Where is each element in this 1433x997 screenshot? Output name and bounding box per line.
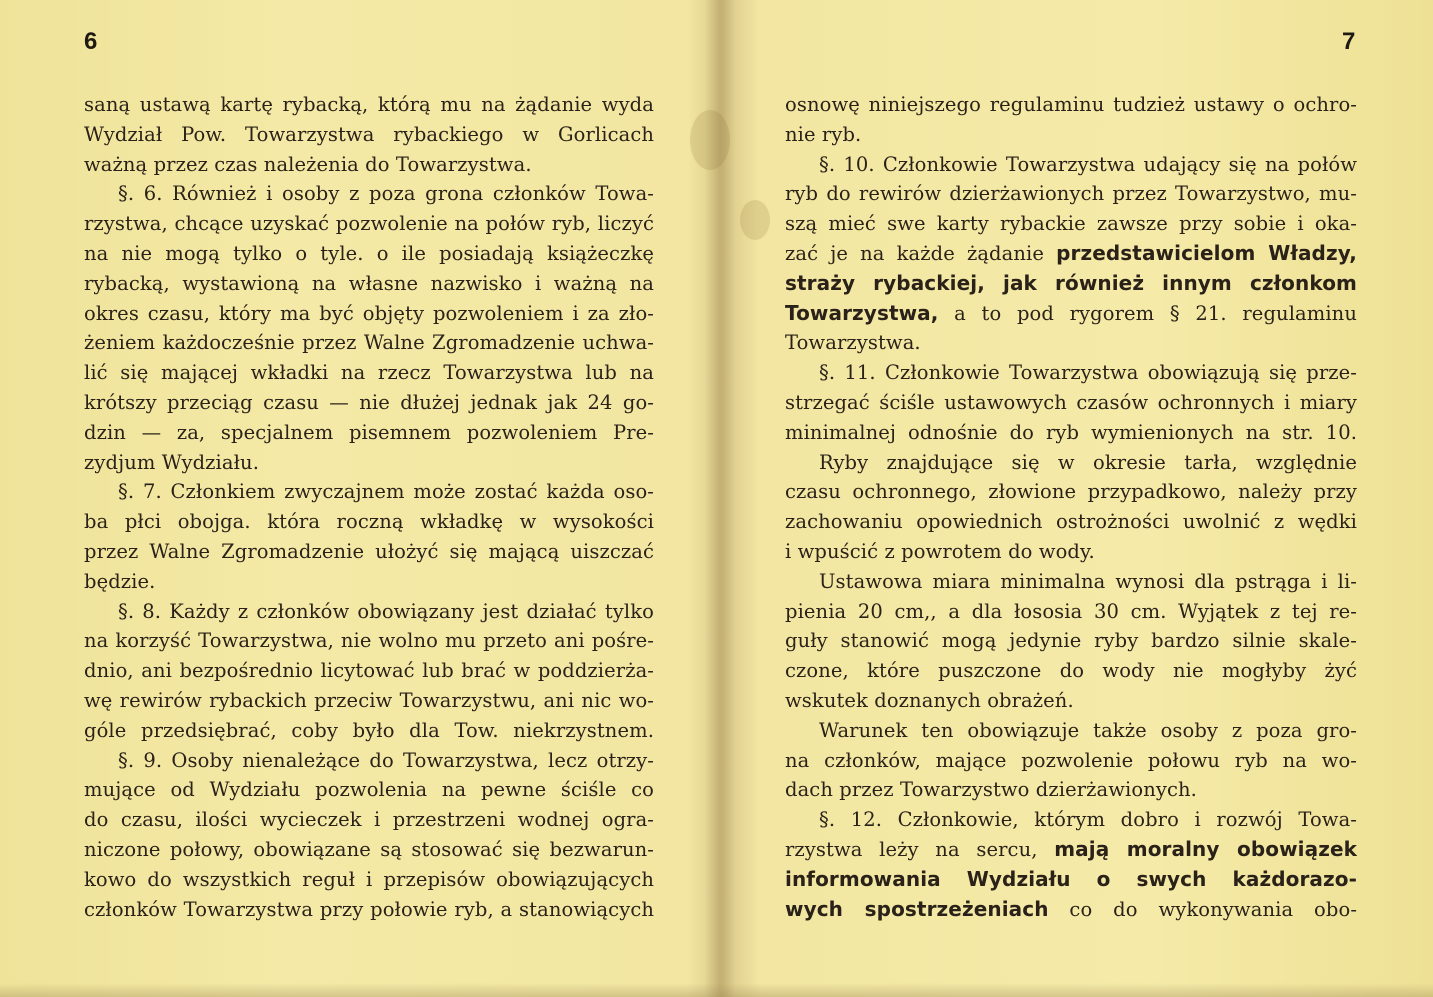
bold-text-segment: Towarzystwa, <box>785 300 939 325</box>
text-line: guły stanowić mogą jedynie ryby bardzo silnie skale- <box>785 629 1357 653</box>
bold-text-segment: straży rybackiej, jak również innym członkom <box>785 270 1357 295</box>
text-line: zachowaniu opowiednich ostrożności uwolnić z wędki <box>785 510 1357 534</box>
text-line: szą mieć swe karty rybackie zawsze przy sobie i oka- <box>785 212 1357 236</box>
text-line: ważną przez czas należenia do Towarzystwa. <box>84 152 532 176</box>
text-line: i wpuścić z powrotem do wody. <box>785 539 1095 563</box>
text-line <box>785 895 1357 925</box>
text-line: rzystwa, chcące uzyskać pozwolenie na połów ryb, liczyć <box>84 212 654 236</box>
text-line: rybacką, wystawioną na własne nazwisko i ważną na <box>84 271 654 295</box>
text-line: osnowę niniejszego regulaminu tudzież ustawy o ochro- <box>785 93 1357 116</box>
text-line: wę rewirów rybackich przeciw Towarzystwu, ani nic wo- <box>84 688 654 712</box>
text-line: kowo do wszystkich reguł i przepisów obowiązujących <box>84 867 654 891</box>
text-line: na korzyść Towarzystwa, nie wolno mu przeto ani pośre- <box>84 629 654 653</box>
text-segment: rzystwa leży na sercu, <box>785 837 1055 861</box>
text-line: saną ustawą kartę rybacką, którą mu na żądanie wyda <box>84 93 654 116</box>
bold-text-segment: informowania Wydziału o swych każdorazo- <box>785 866 1357 891</box>
text-line: §. 7. Członkiem zwyczajnem może zostać każda oso- <box>118 480 654 504</box>
text-line: dzin — za, specjalnem pisemnem pozwoleniem Pre- <box>84 420 654 444</box>
text-line: dach przez Towarzystwo dzierżawionych. <box>785 778 1197 802</box>
bold-text-segment: wych spostrzeżeniach <box>785 896 1049 921</box>
text-line: §. 8. Każdy z członków obowiązany jest działać tylko <box>118 599 654 623</box>
text-line: lić się mającej wkładki na rzecz Towarzystwa lub na <box>84 361 654 385</box>
text-line: krótszy przeciąg czasu — nie dłużej jednak jak 24 go- <box>84 390 654 414</box>
text-line: do czasu, ilości wycieczek i przestrzeni wodnej ogra- <box>84 808 654 832</box>
text-line: §. 12. Członkowie, którym dobro i rozwój Towa- <box>819 808 1357 832</box>
text-line: nie ryb. <box>785 122 862 146</box>
text-line <box>785 299 1357 329</box>
text-line: mujące od Wydziału pozwolenia na pewne ściśle co <box>84 778 654 802</box>
text-line <box>785 269 1357 299</box>
bold-text-segment: mają moralny obowiązek <box>1054 836 1358 861</box>
text-line: niczone połowy, obowiązane są stosować się bezwarun- <box>84 837 654 861</box>
text-line <box>785 239 1357 269</box>
text-line: Wydział Pow. Towarzystwa rybackiego w Gorlicach <box>84 122 654 146</box>
text-line: minimalnej odnośnie do ryb wymienionych na str. 10. <box>785 420 1357 444</box>
text-line: Towarzystwa. <box>785 331 921 355</box>
text-line: §. 10. Członkowie Towarzystwa udający się na połów <box>819 152 1357 176</box>
text-line: §. 6. Również i osoby z poza grona członków Towa- <box>118 182 654 206</box>
text-line: §. 11. Członkowie Towarzystwa obowiązują się prze- <box>819 361 1357 385</box>
text-line: §. 9. Osoby nienależące do Towarzystwa, lecz otrzy- <box>118 748 654 772</box>
page-number: 7 <box>1342 28 1356 55</box>
text-line: wskutek doznanych obrażeń. <box>785 688 1074 712</box>
text-line: pienia 20 cm,, a dla łososia 30 cm. Wyjątek z tej re- <box>785 599 1357 623</box>
text-line <box>785 865 1357 895</box>
text-line: czone, które puszczone do wody nie mogłyby żyć <box>785 659 1357 683</box>
text-line: dnio, ani bezpośrednio licytować lub brać w poddzierża- <box>84 659 654 683</box>
text-line: będzie. <box>84 569 156 593</box>
text-line: strzegać ściśle ustawowych czasów ochronnych i miary <box>785 390 1357 414</box>
left-page <box>0 0 710 997</box>
page-body-text <box>84 90 654 924</box>
text-line: Ryby znajdujące się w okresie tarła, względnie <box>819 450 1357 474</box>
text-line: żeniem każdocześnie przez Walne Zgromadzenie uchwa- <box>84 331 654 355</box>
text-line <box>785 835 1357 865</box>
right-page <box>725 0 1433 997</box>
text-line: ryb do rewirów dzierżawionych przez Towarzystwo, mu- <box>785 182 1357 206</box>
page-body-text <box>785 90 1357 924</box>
text-segment: co do wykonywania obo- <box>1048 897 1358 921</box>
text-line: okres czasu, który ma być objęty pozwoleniem i za zło- <box>84 301 654 325</box>
text-line: Ustawowa miara minimalna wynosi dla pstrąga i li- <box>819 569 1357 593</box>
text-line: na członków, mające pozwolenie połowu ryb na wo- <box>785 748 1357 772</box>
text-line: zydjum Wydziału. <box>84 450 259 474</box>
text-line: ba płci obojga. która roczną wkładkę w wysokości <box>84 510 654 534</box>
text-line: Warunek ten obowiązuje także osoby z poza gro- <box>819 718 1357 742</box>
text-line: na nie mogą tylko o tyle. o ile posiadają książeczkę <box>84 241 654 265</box>
text-line: góle przedsiębrać, coby było dla Tow. niekrzystnem. <box>84 718 654 742</box>
text-line: czasu ochronnego, złowione przypadkowo, należy przy <box>785 480 1357 504</box>
page-number: 6 <box>84 28 98 55</box>
bold-text-segment: przedstawicielom Władzy, <box>1056 240 1357 265</box>
text-segment: zać je na każde żądanie <box>785 241 1057 265</box>
text-line: przez Walne Zgromadzenie ułożyć się mającą uiszczać <box>84 539 654 563</box>
text-line: członków Towarzystwa przy połowie ryb, a stanowiących <box>84 897 654 921</box>
text-segment: a to pod rygorem § 21. regulaminu <box>938 301 1357 325</box>
